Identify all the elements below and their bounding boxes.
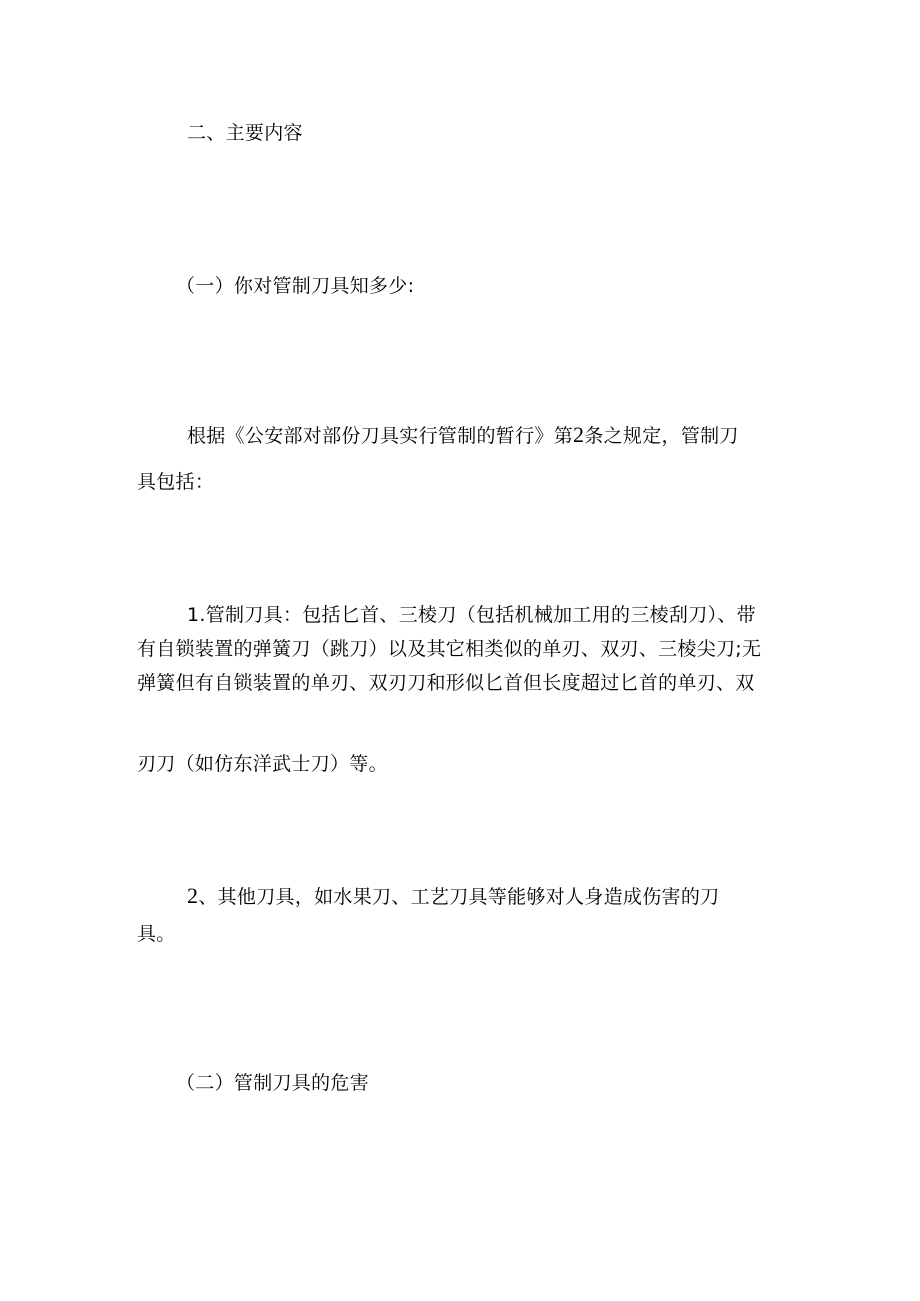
item-2-text: 、其他刀具，如水果刀、工艺刀具等能够对人身造成伤害的刀 <box>198 886 720 908</box>
subsection-heading-1: （一）你对管制刀具知多少: <box>176 275 415 297</box>
item-2-number: 2 <box>187 883 199 908</box>
item-2-line-2: 具。 <box>137 923 176 945</box>
item-2-line-1 <box>187 884 719 909</box>
subsection-heading-2: （二）管制刀具的危害 <box>176 1072 370 1094</box>
item-1-line-3: 弹簧但有自锁装置的单刃、双刃刀和形似匕首但长度超过匕首的单刃、双 <box>137 672 755 694</box>
paragraph-1-text-b: 条之规定，管制刀 <box>584 425 739 447</box>
item-1-line-4: 刃刀（如仿东洋武士刀）等。 <box>137 753 388 775</box>
paragraph-1-text-a: 根据《公安部对部份刀具实行管制的暂行》第 <box>187 425 574 447</box>
section-title: 二、主要内容 <box>187 122 303 144</box>
item-1-line-2: 有自锁装置的弹簧刀（跳刀）以及其它相类似的单刃、双刃、三棱尖刀;无 <box>137 638 762 660</box>
paragraph-1-line-1 <box>187 423 739 448</box>
paragraph-1-number: 2 <box>573 422 585 447</box>
item-1-line-1: 1.管制刀具：包括匕首、三棱刀（包括机械加工用的三棱刮刀）、带 <box>187 604 756 626</box>
paragraph-1-line-2: 具包括： <box>137 471 215 493</box>
